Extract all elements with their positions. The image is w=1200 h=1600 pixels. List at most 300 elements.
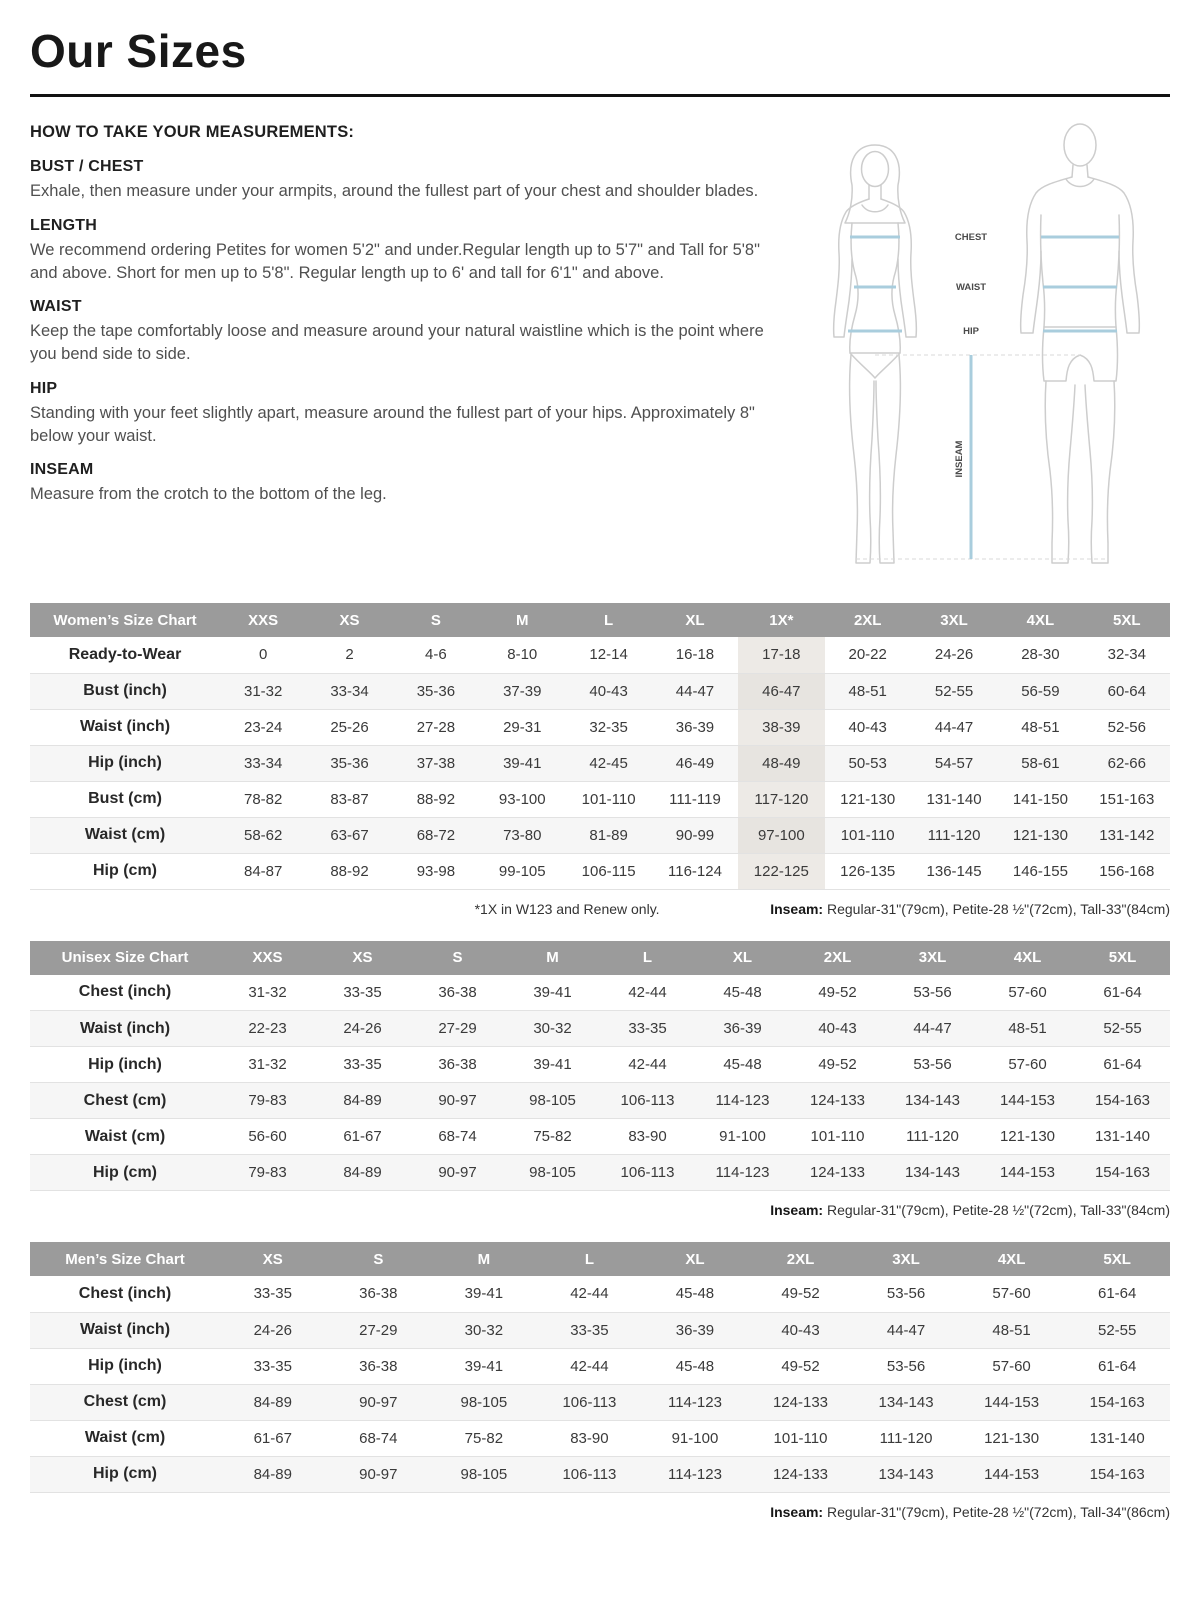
size-cell: 106-115 [565,853,651,889]
size-cell: 44-47 [885,1011,980,1047]
size-cell: 39-41 [431,1276,537,1312]
size-cell: 61-67 [220,1420,326,1456]
size-column-header: 2XL [748,1242,854,1276]
row-label: Hip (inch) [30,745,220,781]
size-chart-table [30,603,1170,890]
section-body: Standing with your feet slightly apart, measure around the fullest part of your hips. Approximately 8" below your waist. [30,403,755,445]
size-cell: 61-64 [1075,1047,1170,1083]
size-cell: 154-163 [1064,1456,1170,1492]
size-cell: 42-44 [537,1348,643,1384]
size-cell: 29-31 [479,709,565,745]
size-cell: 2 [306,637,392,673]
size-cell: 81-89 [565,817,651,853]
measurement-diagram [790,119,1170,579]
size-column-header: 5XL [1075,941,1170,975]
size-cell: 30-32 [431,1312,537,1348]
size-cell: 111-119 [652,781,738,817]
size-cell: 42-45 [565,745,651,781]
size-cell: 33-35 [315,975,410,1011]
man-shorts [1043,327,1118,381]
size-column-header: XXS [220,941,315,975]
size-column-header: 5XL [1084,603,1170,637]
size-cell: 36-38 [326,1276,432,1312]
size-cell: 48-51 [980,1011,1075,1047]
unisex-footnotes [30,1202,1170,1218]
inseam-note-text: Regular-31"(79cm), Petite-28 ½"(72cm), Tall-34"(86cm) [823,1503,1170,1520]
table-title: Men’s Size Chart [30,1242,220,1276]
size-cell: 17-18 [738,637,824,673]
instruction-section-bust-chest [30,158,768,203]
size-cell: 83-90 [600,1119,695,1155]
size-cell: 40-43 [790,1011,885,1047]
size-cell: 49-52 [790,975,885,1011]
size-cell: 28-30 [997,637,1083,673]
size-cell: 63-67 [306,817,392,853]
row-label: Hip (cm) [30,1456,220,1492]
size-cell: 98-105 [431,1456,537,1492]
woman-right-arm [881,199,916,337]
size-cell: 36-39 [642,1312,748,1348]
row-label: Hip (inch) [30,1047,220,1083]
size-cell: 79-83 [220,1155,315,1191]
size-cell: 33-35 [600,1011,695,1047]
size-cell: 156-168 [1084,853,1170,889]
size-cell: 124-133 [748,1456,854,1492]
size-cell: 52-55 [1075,1011,1170,1047]
waist-label: WAIST [955,282,987,293]
man-torso [1041,215,1120,327]
size-column-header: 2XL [825,603,911,637]
size-cell: 154-163 [1064,1384,1170,1420]
row-label: Ready-to-Wear [30,637,220,673]
size-cell: 101-110 [825,817,911,853]
size-cell: 124-133 [790,1083,885,1119]
size-cell: 48-51 [997,709,1083,745]
table-row [30,1312,1170,1348]
size-cell: 97-100 [738,817,824,853]
size-cell: 27-29 [326,1312,432,1348]
man-left-leg [1045,381,1075,563]
man-neck [1072,165,1088,177]
inseam-note [770,1202,1170,1218]
size-cell: 4-6 [393,637,479,673]
inseam-note [770,901,1170,917]
size-cell: 101-110 [790,1119,885,1155]
size-cell: 24-26 [911,637,997,673]
size-column-header: L [600,941,695,975]
inseam-note-label: Inseam: [770,900,824,917]
inseam-note-text: Regular-31"(79cm), Petite-28 ½"(72cm), Tall-33"(84cm) [823,1202,1170,1218]
hip-label: HIP [963,326,979,337]
size-cell: 84-89 [315,1083,410,1119]
section-title: INSEAM [30,461,94,479]
section-body: Measure from the crotch to the bottom of the leg. [30,485,387,504]
size-cell: 131-140 [911,781,997,817]
row-label: Bust (cm) [30,781,220,817]
size-cell: 42-44 [600,1047,695,1083]
size-cell: 36-38 [410,975,505,1011]
size-column-header: S [326,1242,432,1276]
size-cell: 90-97 [326,1384,432,1420]
woman-head [862,152,889,187]
size-cell: 16-18 [652,637,738,673]
size-cell: 36-39 [695,1011,790,1047]
mens-size-chart-section [30,1242,1170,1520]
size-cell: 68-72 [393,817,479,853]
size-column-header: L [565,603,651,637]
size-cell: 0 [220,637,306,673]
size-cell: 42-44 [537,1276,643,1312]
size-cell: 27-28 [393,709,479,745]
table-row [30,781,1170,817]
size-cell: 99-105 [479,853,565,889]
size-cell: 124-133 [748,1384,854,1420]
size-cell: 144-153 [980,1083,1075,1119]
size-column-header: S [410,941,505,975]
man-right-leg [1085,381,1115,563]
size-cell: 54-57 [911,745,997,781]
figure-outlines [834,124,1140,563]
row-label: Waist (inch) [30,709,220,745]
row-label: Waist (cm) [30,1119,220,1155]
size-column-header: XL [642,1242,748,1276]
intro-row [30,123,1170,579]
size-cell: 48-51 [959,1312,1065,1348]
table-row [30,1155,1170,1191]
size-cell: 114-123 [642,1384,748,1420]
table-row [30,1456,1170,1492]
size-cell: 35-36 [393,673,479,709]
table-row [30,1276,1170,1312]
size-cell: 106-113 [537,1456,643,1492]
section-title: HIP [30,379,58,397]
size-cell: 25-26 [306,709,392,745]
size-column-header: 5XL [1064,1242,1170,1276]
man-left-arm [1021,177,1072,333]
size-cell: 42-44 [600,975,695,1011]
instruction-section-hip [30,380,768,448]
size-cell: 57-60 [959,1276,1065,1312]
table-row [30,745,1170,781]
size-cell: 52-56 [1084,709,1170,745]
size-cell: 111-120 [911,817,997,853]
size-column-header: XS [220,1242,326,1276]
size-cell: 52-55 [1064,1312,1170,1348]
row-label: Chest (cm) [30,1083,220,1119]
size-cell: 136-145 [911,853,997,889]
size-column-header: 4XL [997,603,1083,637]
unisex-size-chart-section [30,941,1170,1219]
size-cell: 39-41 [505,975,600,1011]
size-column-header: M [479,603,565,637]
size-cell: 78-82 [220,781,306,817]
size-cell: 37-39 [479,673,565,709]
size-cell: 40-43 [825,709,911,745]
size-column-header: M [431,1242,537,1276]
size-cell: 12-14 [565,637,651,673]
womens-footnotes [30,901,1170,917]
size-cell: 58-61 [997,745,1083,781]
size-cell: 121-130 [980,1119,1075,1155]
mens-size-chart [30,1242,1170,1493]
size-cell: 90-97 [410,1155,505,1191]
size-cell: 114-123 [642,1456,748,1492]
size-cell: 57-60 [959,1348,1065,1384]
size-cell: 62-66 [1084,745,1170,781]
man-neckline [1066,179,1094,187]
size-cell: 52-55 [911,673,997,709]
size-cell: 131-140 [1064,1420,1170,1456]
section-title: BUST / CHEST [30,158,144,175]
size-cell: 46-49 [652,745,738,781]
size-chart-table [30,941,1170,1192]
size-cell: 146-155 [997,853,1083,889]
size-cell: 53-56 [885,1047,980,1083]
table-row [30,1047,1170,1083]
table-row [30,637,1170,673]
size-cell: 101-110 [748,1420,854,1456]
inseam-note [770,1504,1170,1520]
size-cell: 46-47 [738,673,824,709]
size-cell: 48-51 [825,673,911,709]
size-cell: 117-120 [738,781,824,817]
size-cell: 144-153 [980,1155,1075,1191]
size-cell: 53-56 [853,1348,959,1384]
size-cell: 98-105 [505,1083,600,1119]
inseam-note-text: Regular-31"(79cm), Petite-28 ½"(72cm), Tall-33"(84cm) [823,900,1170,917]
size-cell: 101-110 [565,781,651,817]
size-cell: 98-105 [431,1384,537,1420]
row-label: Hip (inch) [30,1348,220,1384]
size-cell: 114-123 [695,1083,790,1119]
row-label: Waist (cm) [30,1420,220,1456]
table-row [30,1119,1170,1155]
size-cell: 36-38 [410,1047,505,1083]
measurement-instructions [30,123,768,579]
size-cell: 90-97 [326,1456,432,1492]
woman-left-arm [834,199,869,337]
size-cell: 53-56 [853,1276,959,1312]
size-cell: 154-163 [1075,1155,1170,1191]
size-cell: 57-60 [980,1047,1075,1083]
size-cell: 106-113 [600,1155,695,1191]
section-body: We recommend ordering Petites for women 5'2" and under.Regular length up to 5'7" and Tall for 5'8" and above. Short for men up to 5'8". Regular length up to 6' and tall for 6'1" and above. [30,240,760,282]
woman-underwear [850,353,900,378]
size-cell: 144-153 [959,1456,1065,1492]
instruction-section-waist [30,298,768,366]
size-cell: 111-120 [885,1119,980,1155]
size-cell: 98-105 [505,1155,600,1191]
table-row [30,709,1170,745]
size-cell: 93-98 [393,853,479,889]
table-row [30,1384,1170,1420]
table-row [30,1083,1170,1119]
size-cell: 31-32 [220,975,315,1011]
size-cell: 44-47 [911,709,997,745]
size-cell: 121-130 [959,1420,1065,1456]
size-cell: 90-99 [652,817,738,853]
size-cell: 48-49 [738,745,824,781]
unisex-size-chart [30,941,1170,1192]
size-cell: 151-163 [1084,781,1170,817]
womens-size-chart-section [30,603,1170,917]
size-cell: 91-100 [695,1119,790,1155]
size-cell: 49-52 [748,1348,854,1384]
man-right-arm [1088,177,1139,333]
section-body: Exhale, then measure under your armpits, around the fullest part of your chest and shoulder blades. [30,182,759,200]
page-title: Our Sizes [30,24,1170,97]
size-cell: 126-135 [825,853,911,889]
size-column-header: 4XL [959,1242,1065,1276]
body-measurement-illustration [790,119,1170,579]
size-cell: 33-34 [306,673,392,709]
size-cell: 61-67 [315,1119,410,1155]
size-cell: 36-39 [652,709,738,745]
size-cell: 32-34 [1084,637,1170,673]
inseam-note-label: Inseam: [770,1503,824,1520]
size-cell: 39-41 [431,1348,537,1384]
size-cell: 33-35 [537,1312,643,1348]
size-cell: 83-90 [537,1420,643,1456]
size-column-header: 4XL [980,941,1075,975]
size-column-header: M [505,941,600,975]
table-row [30,1011,1170,1047]
chest-label: CHEST [954,232,988,243]
size-cell: 36-38 [326,1348,432,1384]
size-cell: 53-56 [885,975,980,1011]
table-title: Unisex Size Chart [30,941,220,975]
size-cell: 24-26 [315,1011,410,1047]
size-cell: 45-48 [695,1047,790,1083]
man-head [1064,124,1096,166]
section-body: Keep the tape comfortably loose and measure around your natural waistline which is the point where you bend side to side. [30,322,764,364]
size-cell: 68-74 [326,1420,432,1456]
inseam-note-label: Inseam: [770,1202,824,1218]
size-cell: 106-113 [537,1384,643,1420]
size-cell: 93-100 [479,781,565,817]
table-row [30,853,1170,889]
size-cell: 121-130 [997,817,1083,853]
size-column-header: XL [695,941,790,975]
size-cell: 134-143 [853,1384,959,1420]
size-cell: 154-163 [1075,1083,1170,1119]
size-cell: 131-140 [1075,1119,1170,1155]
size-cell: 84-89 [220,1456,326,1492]
size-cell: 56-60 [220,1119,315,1155]
size-column-header: L [537,1242,643,1276]
section-title: LENGTH [30,216,97,234]
size-column-header: XL [652,603,738,637]
size-column-header: XS [315,941,410,975]
size-cell: 40-43 [748,1312,854,1348]
instructions-heading: HOW TO TAKE YOUR MEASUREMENTS: [30,123,355,141]
size-cell: 31-32 [220,1047,315,1083]
row-label: Hip (cm) [30,853,220,889]
size-cell: 131-142 [1084,817,1170,853]
table-row [30,1348,1170,1384]
table-row [30,817,1170,853]
size-cell: 50-53 [825,745,911,781]
woman-left-leg [850,355,874,563]
size-cell: 75-82 [431,1420,537,1456]
size-cell: 61-64 [1064,1276,1170,1312]
size-chart-table [30,1242,1170,1493]
size-column-header: 3XL [853,1242,959,1276]
size-cell: 33-35 [315,1047,410,1083]
size-column-header: 2XL [790,941,885,975]
instruction-section-length [30,217,768,285]
size-cell: 60-64 [1084,673,1170,709]
size-cell: 49-52 [790,1047,885,1083]
size-cell: 134-143 [853,1456,959,1492]
size-cell: 38-39 [738,709,824,745]
size-cell: 44-47 [853,1312,959,1348]
size-cell: 39-41 [479,745,565,781]
size-cell: 144-153 [959,1384,1065,1420]
woman-neckline [862,205,888,212]
size-column-header: XS [306,603,392,637]
womens-size-chart [30,603,1170,890]
size-column-header: 3XL [911,603,997,637]
size-cell: 31-32 [220,673,306,709]
size-cell: 30-32 [505,1011,600,1047]
size-cell: 90-97 [410,1083,505,1119]
size-cell: 27-29 [410,1011,505,1047]
woman-right-leg [876,355,900,563]
size-cell: 45-48 [695,975,790,1011]
row-label: Chest (cm) [30,1384,220,1420]
row-label: Waist (inch) [30,1011,220,1047]
size-cell: 33-35 [220,1276,326,1312]
size-cell: 33-35 [220,1348,326,1384]
size-cell: 8-10 [479,637,565,673]
size-cell: 84-89 [220,1384,326,1420]
inseam-label: INSEAM [954,440,965,478]
size-cell: 45-48 [642,1348,748,1384]
size-cell: 88-92 [393,781,479,817]
size-cell: 61-64 [1064,1348,1170,1384]
size-cell: 22-23 [220,1011,315,1047]
size-cell: 68-74 [410,1119,505,1155]
size-cell: 106-113 [600,1083,695,1119]
size-cell: 57-60 [980,975,1075,1011]
size-cell: 91-100 [642,1420,748,1456]
size-cell: 58-62 [220,817,306,853]
row-label: Waist (cm) [30,817,220,853]
size-cell: 122-125 [738,853,824,889]
row-label: Chest (inch) [30,975,220,1011]
table-row [30,975,1170,1011]
size-cell: 75-82 [505,1119,600,1155]
row-label: Waist (inch) [30,1312,220,1348]
size-cell: 84-89 [315,1155,410,1191]
size-cell: 79-83 [220,1083,315,1119]
size-cell: 121-130 [825,781,911,817]
size-column-header: XXS [220,603,306,637]
size-column-header: 1X* [738,603,824,637]
size-cell: 32-35 [565,709,651,745]
size-cell: 49-52 [748,1276,854,1312]
size-column-header: S [393,603,479,637]
row-label: Chest (inch) [30,1276,220,1312]
size-cell: 73-80 [479,817,565,853]
table-title: Women’s Size Chart [30,603,220,637]
size-cell: 84-87 [220,853,306,889]
size-cell: 23-24 [220,709,306,745]
size-cell: 88-92 [306,853,392,889]
size-cell: 24-26 [220,1312,326,1348]
size-cell: 44-47 [652,673,738,709]
